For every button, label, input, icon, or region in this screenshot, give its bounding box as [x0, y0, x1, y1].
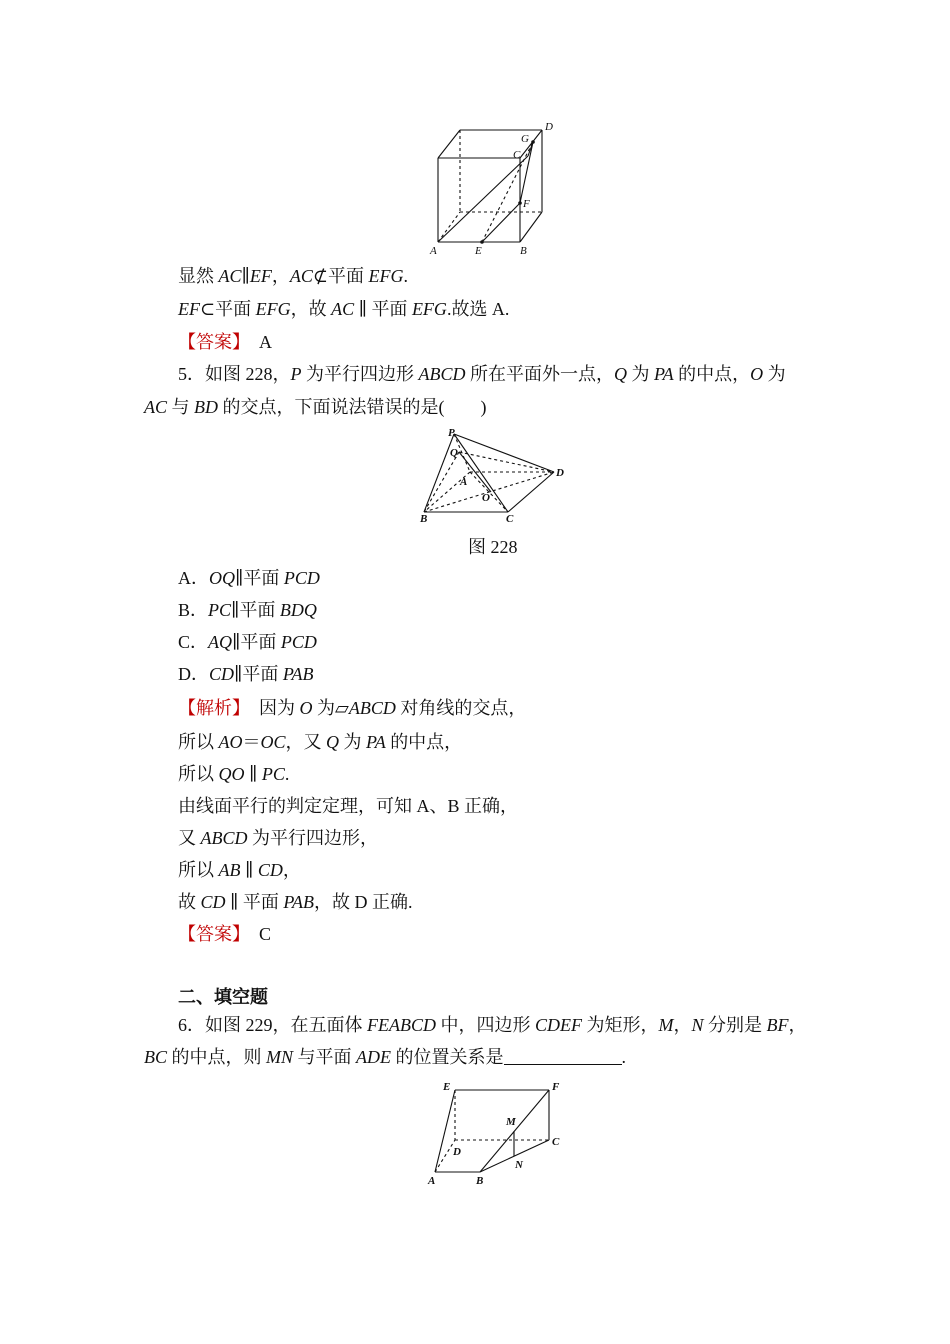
label-f: F	[523, 198, 530, 210]
label-d: D	[453, 1146, 461, 1158]
text: 因为	[241, 698, 300, 718]
text: 所在平面外一点，	[465, 364, 614, 384]
option-letter: B．	[178, 600, 209, 620]
text: 的位置关系是	[391, 1047, 504, 1067]
analysis-tag: 【解析】	[178, 698, 241, 718]
question-6-line-1	[178, 1013, 807, 1037]
math: PAB	[282, 664, 314, 684]
option-letter: C．	[178, 632, 209, 652]
label-p: P	[448, 427, 455, 439]
text: .	[621, 1047, 627, 1067]
label-c: C	[513, 149, 521, 161]
segment-gf	[520, 142, 533, 203]
text: 所以	[178, 860, 219, 880]
option-c	[178, 630, 317, 654]
math: ABCD	[418, 364, 466, 384]
text: 为▱	[312, 698, 349, 718]
math: CD	[257, 860, 283, 880]
edge-ea	[435, 1090, 455, 1172]
math: PC	[208, 600, 232, 620]
text: 的中点，	[673, 364, 751, 384]
math: AO	[218, 732, 243, 752]
label-d: D	[556, 467, 564, 479]
math: O	[750, 364, 764, 384]
pentahedron-figure	[422, 1078, 572, 1188]
math: AB	[218, 860, 241, 880]
text: 分别是	[703, 1015, 767, 1035]
text: 所以	[178, 764, 219, 784]
text: .	[284, 764, 290, 784]
text: 平面	[327, 266, 369, 286]
math: AC	[218, 266, 242, 286]
analysis-line-4: 由线面平行的判定定理，可知 A、B 正确，	[178, 796, 519, 816]
math: EFG	[368, 266, 404, 286]
math: CDEF	[535, 1015, 582, 1035]
text: ，	[282, 860, 301, 880]
text: 6．如图 229，在五面体	[178, 1015, 367, 1035]
question-5-line-1	[178, 362, 786, 386]
text: ，故	[290, 299, 332, 319]
analysis-line-6	[178, 858, 301, 882]
label-c: C	[506, 513, 514, 525]
math: AQ	[208, 632, 233, 652]
math: EFG	[255, 299, 291, 319]
edge-pd	[454, 434, 554, 472]
text: ，	[673, 1015, 692, 1035]
math: P	[290, 364, 302, 384]
label-b: B	[520, 245, 527, 257]
pyramid-figure	[412, 426, 572, 526]
symbol: ⊂	[200, 299, 216, 319]
analysis-line-2	[178, 730, 462, 754]
label-m: M	[506, 1116, 516, 1128]
math: N	[691, 1015, 704, 1035]
text: 显然	[178, 266, 219, 286]
label-a: A	[428, 1175, 436, 1187]
question-5-line-2	[144, 395, 487, 419]
text: 与	[167, 397, 195, 417]
text: 的中点，则	[167, 1047, 267, 1067]
text: 所以	[178, 732, 219, 752]
label-q: Q	[450, 447, 458, 459]
text: 的交点，下面说法错误的是( )	[218, 397, 487, 417]
text: ∥	[240, 860, 258, 880]
math: PC	[261, 764, 285, 784]
section-title: 二、填空题	[178, 987, 268, 1007]
cube-figure	[420, 118, 570, 260]
math: PAB	[283, 892, 315, 912]
answer-1	[178, 330, 272, 354]
text: 的中点，	[385, 732, 463, 752]
math: M	[658, 1015, 674, 1035]
label-c: C	[552, 1136, 560, 1148]
math: BDQ	[279, 600, 317, 620]
segment-ac	[438, 156, 528, 242]
point-g	[531, 140, 535, 144]
text: 又	[178, 828, 201, 848]
math: PA	[366, 732, 386, 752]
option-letter: A．	[178, 568, 209, 588]
label-f: F	[552, 1081, 560, 1093]
text: 为平行四边形，	[247, 828, 378, 848]
label-b: B	[476, 1175, 484, 1187]
text: ，	[788, 1015, 807, 1035]
text: ∥平面	[235, 568, 284, 588]
text: ∥平面	[234, 664, 283, 684]
figure-228-caption: 图 228	[468, 537, 518, 557]
option-d	[178, 662, 314, 686]
math: CD	[209, 664, 235, 684]
text: 为	[763, 364, 786, 384]
answer-tag: 【答案】	[178, 924, 250, 944]
math: ABCD	[200, 828, 248, 848]
math: AC	[289, 266, 313, 286]
analysis-line-3	[178, 762, 289, 786]
math: EFG	[411, 299, 447, 319]
math: OC	[260, 732, 286, 752]
point-f	[518, 201, 522, 205]
text: ，又	[285, 732, 327, 752]
answer-tag: 【答案】	[178, 332, 250, 352]
text: ∥ 平面	[225, 892, 284, 912]
math: PCD	[280, 632, 317, 652]
symbol: ∥	[241, 266, 250, 286]
math: AC	[331, 299, 355, 319]
math: EF	[249, 266, 272, 286]
math: ADE	[356, 1047, 392, 1067]
text: 平面	[371, 299, 412, 319]
text: 中，四边形	[436, 1015, 535, 1035]
math: AC	[144, 397, 168, 417]
para-ef-in-plane	[178, 297, 509, 321]
text: 故	[178, 892, 201, 912]
edge-ad	[435, 1140, 455, 1172]
text: ∥平面	[231, 600, 280, 620]
option-letter: D．	[178, 664, 209, 684]
option-b	[178, 598, 317, 622]
text: 5．如图 228，	[178, 364, 291, 384]
label-e: E	[475, 245, 482, 257]
math: Q	[614, 364, 627, 384]
math: PCD	[283, 568, 320, 588]
segment-ef	[482, 203, 520, 242]
math: FEABCD	[367, 1015, 436, 1035]
cube-edge	[438, 130, 460, 158]
math: PA	[654, 364, 674, 384]
label-a: A	[460, 476, 468, 488]
label-e: E	[443, 1081, 451, 1093]
math: QO	[218, 764, 245, 784]
math: BD	[194, 397, 219, 417]
math: O	[299, 698, 313, 718]
answer-value: C	[259, 924, 272, 944]
text: ，故 D 正确.	[314, 892, 413, 912]
math: Q	[326, 732, 340, 752]
symbol: ∥	[354, 299, 372, 319]
edge-cd	[508, 472, 554, 512]
text: ，	[271, 266, 290, 286]
text: 对角线的交点，	[395, 698, 527, 718]
math: CD	[200, 892, 226, 912]
math: EF	[178, 299, 200, 319]
math: MN	[266, 1047, 294, 1067]
cube-hidden-edge	[438, 212, 460, 242]
label-d: D	[545, 121, 553, 133]
symbol: ⊄	[312, 266, 328, 286]
math: ABCD	[348, 698, 396, 718]
text: 平面	[215, 299, 256, 319]
math: BC	[144, 1047, 168, 1067]
analysis-line-5	[178, 826, 378, 850]
label-b: B	[420, 513, 428, 525]
label-n: N	[515, 1159, 523, 1171]
answer-blank[interactable]	[504, 1046, 622, 1065]
text: 与平面	[293, 1047, 357, 1067]
label-a: A	[430, 245, 437, 257]
cube-edge	[520, 212, 542, 242]
answer-2	[178, 922, 271, 946]
option-a	[178, 566, 320, 590]
edge-pc	[454, 434, 508, 512]
text: ∥	[244, 764, 262, 784]
text: 为矩形，	[582, 1015, 659, 1035]
math: BF	[766, 1015, 789, 1035]
math: OQ	[209, 568, 235, 588]
text: 为	[339, 732, 367, 752]
text: .	[403, 266, 408, 286]
text: .故选 A.	[446, 299, 510, 319]
point-e	[480, 240, 484, 244]
text: ∥平面	[232, 632, 281, 652]
label-o: O	[482, 492, 490, 504]
edge-pb	[424, 434, 454, 512]
analysis-line-7	[178, 890, 413, 914]
analysis-line-1	[178, 696, 526, 720]
text: 为平行四边形	[301, 364, 419, 384]
text: 为	[627, 364, 654, 384]
para-ac-parallel-ef	[178, 264, 408, 288]
label-g: G	[521, 133, 529, 145]
answer-value: A	[259, 332, 272, 352]
text: ＝	[242, 732, 261, 752]
question-6-line-2	[144, 1045, 626, 1069]
